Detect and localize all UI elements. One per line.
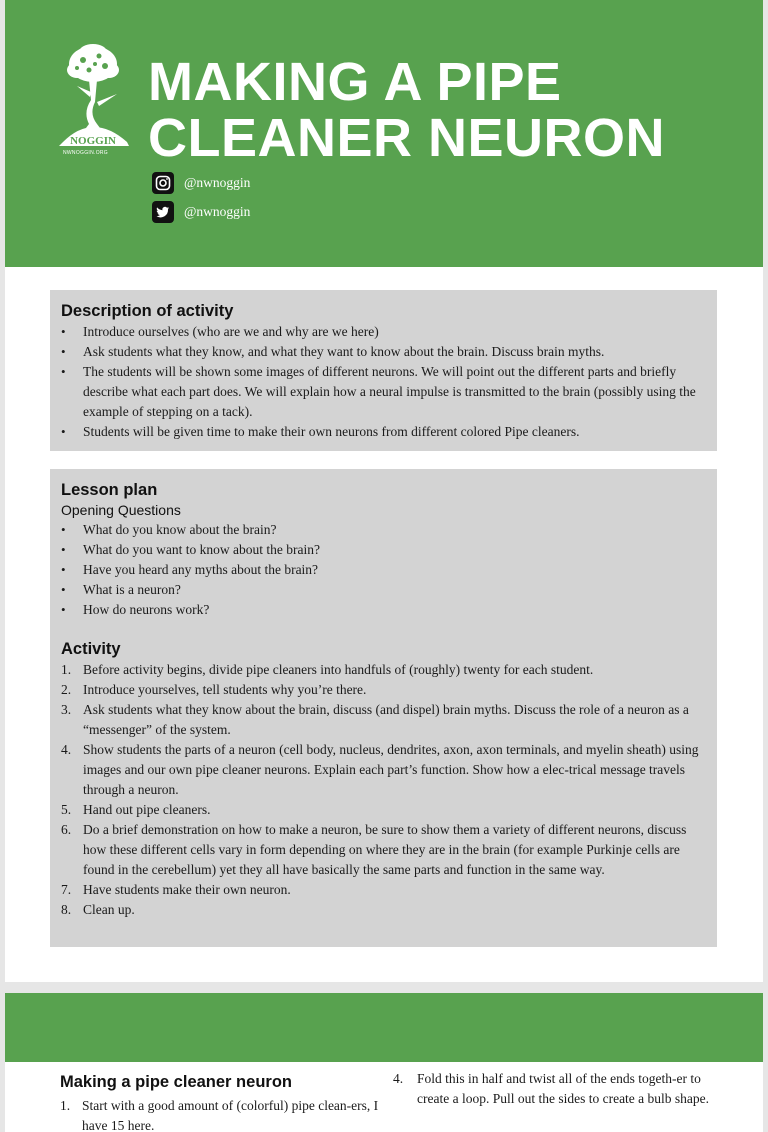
svg-text:NOGGIN: NOGGIN <box>70 135 116 147</box>
header-banner <box>5 0 763 267</box>
instagram-handle: @nwnoggin <box>184 175 251 190</box>
instagram-link[interactable] <box>152 172 250 194</box>
list-item: 2. Introduce yourselves, tell students why you’re there. <box>61 682 367 697</box>
page-one <box>5 0 763 982</box>
description-box <box>50 290 717 451</box>
list-item: 4. Show students the parts of a neuron (cell body, nucleus, dendrites, axon, axon terminals, and myelin sheath) using images and our own pipe cleaner neurons. Explain each part’s function. Show how a elec-trical message travels through a neuron. <box>61 742 699 797</box>
list-item: • Ask students what they know, and what they want to know about the brain. Discuss brain myths. <box>61 342 705 362</box>
lesson-plan-box <box>50 469 717 947</box>
list-item: • What is a neuron? <box>61 580 705 600</box>
list-item: 7. Have students make their own neuron. <box>61 882 291 897</box>
page-two-heading: Making a pipe cleaner neuron <box>60 1073 292 1091</box>
questions-list <box>61 520 705 620</box>
activity-steps-list <box>61 660 705 920</box>
page-two-left-column <box>60 1069 388 1132</box>
title-line-2: CLEANER NEURON <box>148 108 666 168</box>
noggin-tree-logo <box>53 42 133 167</box>
activity-heading: Activity <box>61 640 121 658</box>
list-item: • How do neurons work? <box>61 600 705 620</box>
instagram-icon <box>152 172 174 194</box>
list-item: 5. Hand out pipe cleaners. <box>61 802 211 817</box>
list-item: 1. Start with a good amount of (colorful) pipe clean-ers, I have 15 here. <box>60 1098 379 1132</box>
list-item: • What do you know about the brain? <box>61 520 705 540</box>
title-line-1: MAKING A PIPE <box>148 52 562 112</box>
list-item: 1. Before activity begins, divide pipe cleaners into handfuls of (roughly) twenty for each student. <box>61 662 594 677</box>
opening-questions-subheading: Opening Questions <box>61 502 181 518</box>
list-item: 3. Ask students what they know about the brain, discuss (and dispel) brain myths. Discuss the role of a neuron as a “messenger” of the system. <box>61 702 689 737</box>
left-steps-list <box>60 1096 388 1132</box>
page-two-header-band <box>5 993 763 1062</box>
list-item: • Introduce ourselves (who are we and why are we here) <box>61 322 705 342</box>
list-item: • Have you heard any myths about the brain? <box>61 560 705 580</box>
list-item: • Students will be given time to make their own neurons from different colored Pipe cleaners. <box>61 422 705 442</box>
list-item: 4. Fold this in half and twist all of the ends togeth-er to create a loop. Pull out the sides to create a bulb shape. <box>393 1071 710 1106</box>
list-item: • What do you want to know about the brain? <box>61 540 705 560</box>
description-list <box>61 322 705 442</box>
page-two-right-column <box>393 1069 713 1109</box>
twitter-icon <box>152 201 174 223</box>
page-title <box>148 54 665 166</box>
twitter-link[interactable] <box>152 201 250 223</box>
description-heading: Description of activity <box>61 302 234 320</box>
logo-caption: NWNOGGIN.ORG <box>63 150 108 156</box>
lesson-plan-heading: Lesson plan <box>61 481 158 499</box>
list-item: 6. Do a brief demonstration on how to make a neuron, be sure to show them a variety of different neurons, discuss how these different cells vary in form depending on where they are in the brain (for example Purkinje cells are found in the cerebellum) yet they all have basically the same parts and function in the same way. <box>61 822 687 877</box>
twitter-handle: @nwnoggin <box>184 204 251 219</box>
list-item: 8. Clean up. <box>61 902 135 917</box>
right-steps-list <box>393 1069 713 1109</box>
list-item: • The students will be shown some images of different neurons. We will point out the different parts and briefly describe what each part does. We will explain how a neural impulse is transmitted to the brain (possibly using the example of stepping on a tack). <box>61 362 705 422</box>
page-two <box>5 993 763 1132</box>
